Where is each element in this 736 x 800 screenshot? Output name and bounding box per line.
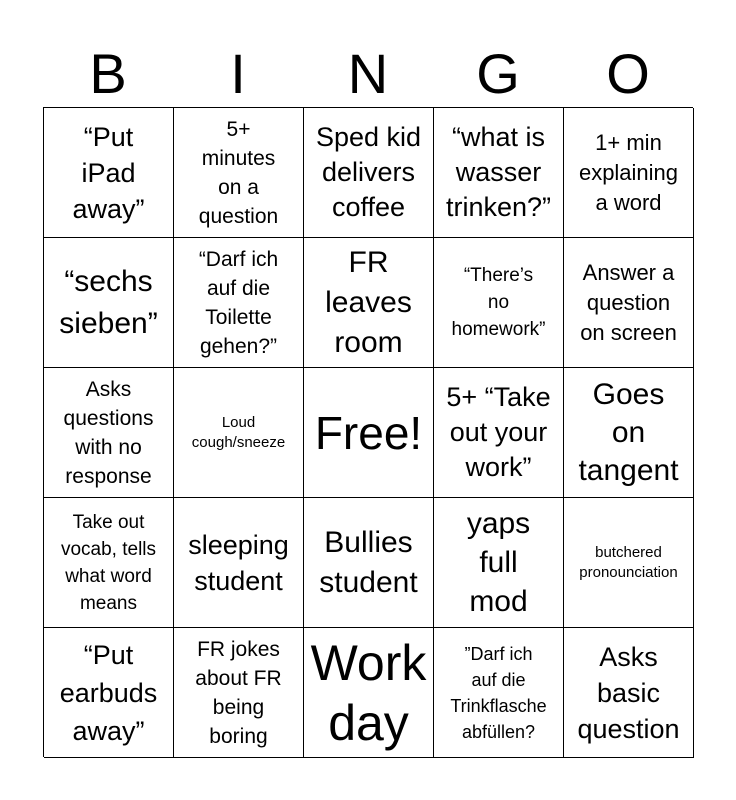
cell-text: Goes on tangent: [578, 377, 679, 487]
bingo-cell-r1c4[interactable]: [434, 108, 564, 238]
bingo-cell-r1c2[interactable]: [174, 108, 304, 238]
cell-text: 5+ “Take out your work”: [446, 382, 551, 482]
header-letter-i: I: [230, 42, 246, 105]
bingo-cell-r2c4[interactable]: [434, 238, 564, 368]
bingo-cell-r3c2[interactable]: [174, 368, 304, 498]
cell-text: Work day: [310, 634, 427, 751]
cell-text: FR leaves room: [325, 245, 412, 359]
cell-text: ”Darf ich auf die Trinkflasche abfüllen?: [450, 643, 547, 742]
cell-text: yaps full mod: [466, 507, 531, 618]
cell-text: “what is wasser trinken?”: [445, 122, 552, 222]
cell-text: Bullies student: [319, 525, 418, 599]
bingo-cell-r5c3[interactable]: [304, 628, 434, 758]
cell-text: FR jokes about FR being boring: [195, 637, 282, 748]
cell-text: Answer a question on screen: [580, 259, 677, 345]
bingo-cell-r4c4[interactable]: [434, 498, 564, 628]
cell-text: 1+ min explaining a word: [578, 129, 679, 215]
bingo-cell-r2c2[interactable]: [174, 238, 304, 368]
bingo-cell-r5c1[interactable]: [44, 628, 174, 758]
bingo-cell-r3c4[interactable]: [434, 368, 564, 498]
header-letter-g: G: [476, 42, 520, 105]
bingo-cell-r5c4[interactable]: [434, 628, 564, 758]
cell-text: Take out vocab, tells what word means: [60, 511, 157, 614]
bingo-cell-r5c2[interactable]: [174, 628, 304, 758]
bingo-cell-r1c3[interactable]: [304, 108, 434, 238]
bingo-cell-r1c1[interactable]: [44, 108, 174, 238]
bingo-cell-r3c5[interactable]: [564, 368, 694, 498]
header-letter-o: O: [606, 42, 650, 105]
cell-text: Sped kid delivers coffee: [315, 122, 422, 222]
cell-text: Asks basic question: [577, 641, 680, 744]
bingo-cell-r5c5[interactable]: [564, 628, 694, 758]
cell-text: “Put iPad away”: [72, 121, 145, 224]
bingo-header: [43, 40, 693, 108]
header-letter-b: B: [89, 42, 127, 105]
bingo-cell-r2c5[interactable]: [564, 238, 694, 368]
cell-text: Free!: [314, 406, 423, 459]
cell-text: “sechs sieben”: [59, 264, 158, 340]
bingo-cell-r4c3[interactable]: [304, 498, 434, 628]
bingo-grid: [43, 107, 693, 757]
cell-text: Asks questions with no response: [63, 377, 154, 488]
cell-text: Loud cough/sneeze: [191, 413, 286, 451]
cell-text: “There’s no homework”: [451, 265, 546, 340]
bingo-cell-r4c1[interactable]: [44, 498, 174, 628]
bingo-cell-r3c3[interactable]: [304, 368, 434, 498]
cell-text: butchered pronounciation: [579, 543, 678, 581]
cell-text: “Darf ich auf die Toilette gehen?”: [198, 247, 279, 358]
bingo-cell-r4c2[interactable]: [174, 498, 304, 628]
header-letter-n: N: [347, 42, 389, 105]
cell-text: 5+ minutes on a question: [198, 117, 279, 228]
bingo-cell-r2c1[interactable]: [44, 238, 174, 368]
cell-text: “Put earbuds away”: [59, 639, 158, 746]
bingo-cell-r4c5[interactable]: [564, 498, 694, 628]
cell-text: sleeping student: [188, 529, 289, 596]
bingo-cell-r2c3[interactable]: [304, 238, 434, 368]
bingo-cell-r3c1[interactable]: [44, 368, 174, 498]
bingo-cell-r1c5[interactable]: [564, 108, 694, 238]
